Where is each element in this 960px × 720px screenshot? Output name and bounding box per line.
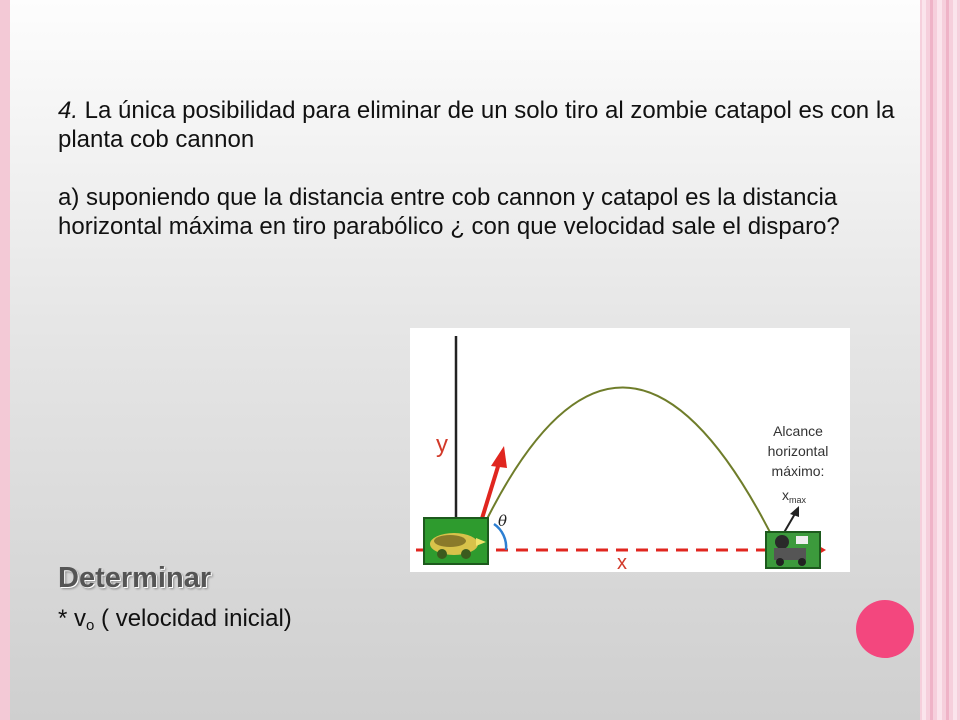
bullet-subscript: o — [86, 617, 95, 634]
x-axis-label: x — [617, 552, 627, 572]
pink-circle-decoration — [856, 600, 914, 658]
y-axis-label: y — [436, 431, 448, 458]
velocity-arrowhead — [491, 446, 507, 468]
determinar-heading: Determinar — [58, 562, 212, 594]
angle-label: θ — [498, 512, 508, 530]
bullet-rest: ( velocidad inicial) — [94, 605, 292, 632]
annotation-pointer-head — [790, 506, 799, 517]
bullet-prefix: * v — [58, 605, 87, 632]
problem-statement — [58, 96, 898, 154]
xmax-sub: max — [788, 495, 807, 505]
annotation-text — [768, 423, 829, 505]
projectile-diagram — [410, 328, 850, 572]
trajectory-curve — [474, 387, 778, 548]
problem-text — [58, 96, 898, 241]
projectile-figure — [410, 328, 850, 572]
annotation-line-1: Alcance — [773, 423, 823, 439]
annotation-line-2: horizontal — [767, 443, 829, 459]
problem-part-a: a) suponiendo que la distancia entre cob cannon y catapol es la distancia horizontal máxima en tiro parabólico ¿ con que velocidad sale el disparo? — [58, 184, 840, 240]
cob-cannon-image — [424, 518, 488, 564]
problem-statement-text: La única posibilidad para eliminar de un solo tiro al zombie catapol es con la planta cob cannon — [58, 97, 895, 153]
determinar-bullet — [58, 604, 292, 641]
catapol-zombie-image — [766, 532, 820, 568]
right-decorative-bars — [920, 0, 960, 720]
problem-number: 4. — [58, 97, 79, 124]
xmax-base: x — [781, 487, 789, 503]
annotation-line-3: máximo: — [771, 463, 825, 479]
xmax-label — [782, 487, 807, 505]
left-edge-accent — [0, 0, 10, 720]
